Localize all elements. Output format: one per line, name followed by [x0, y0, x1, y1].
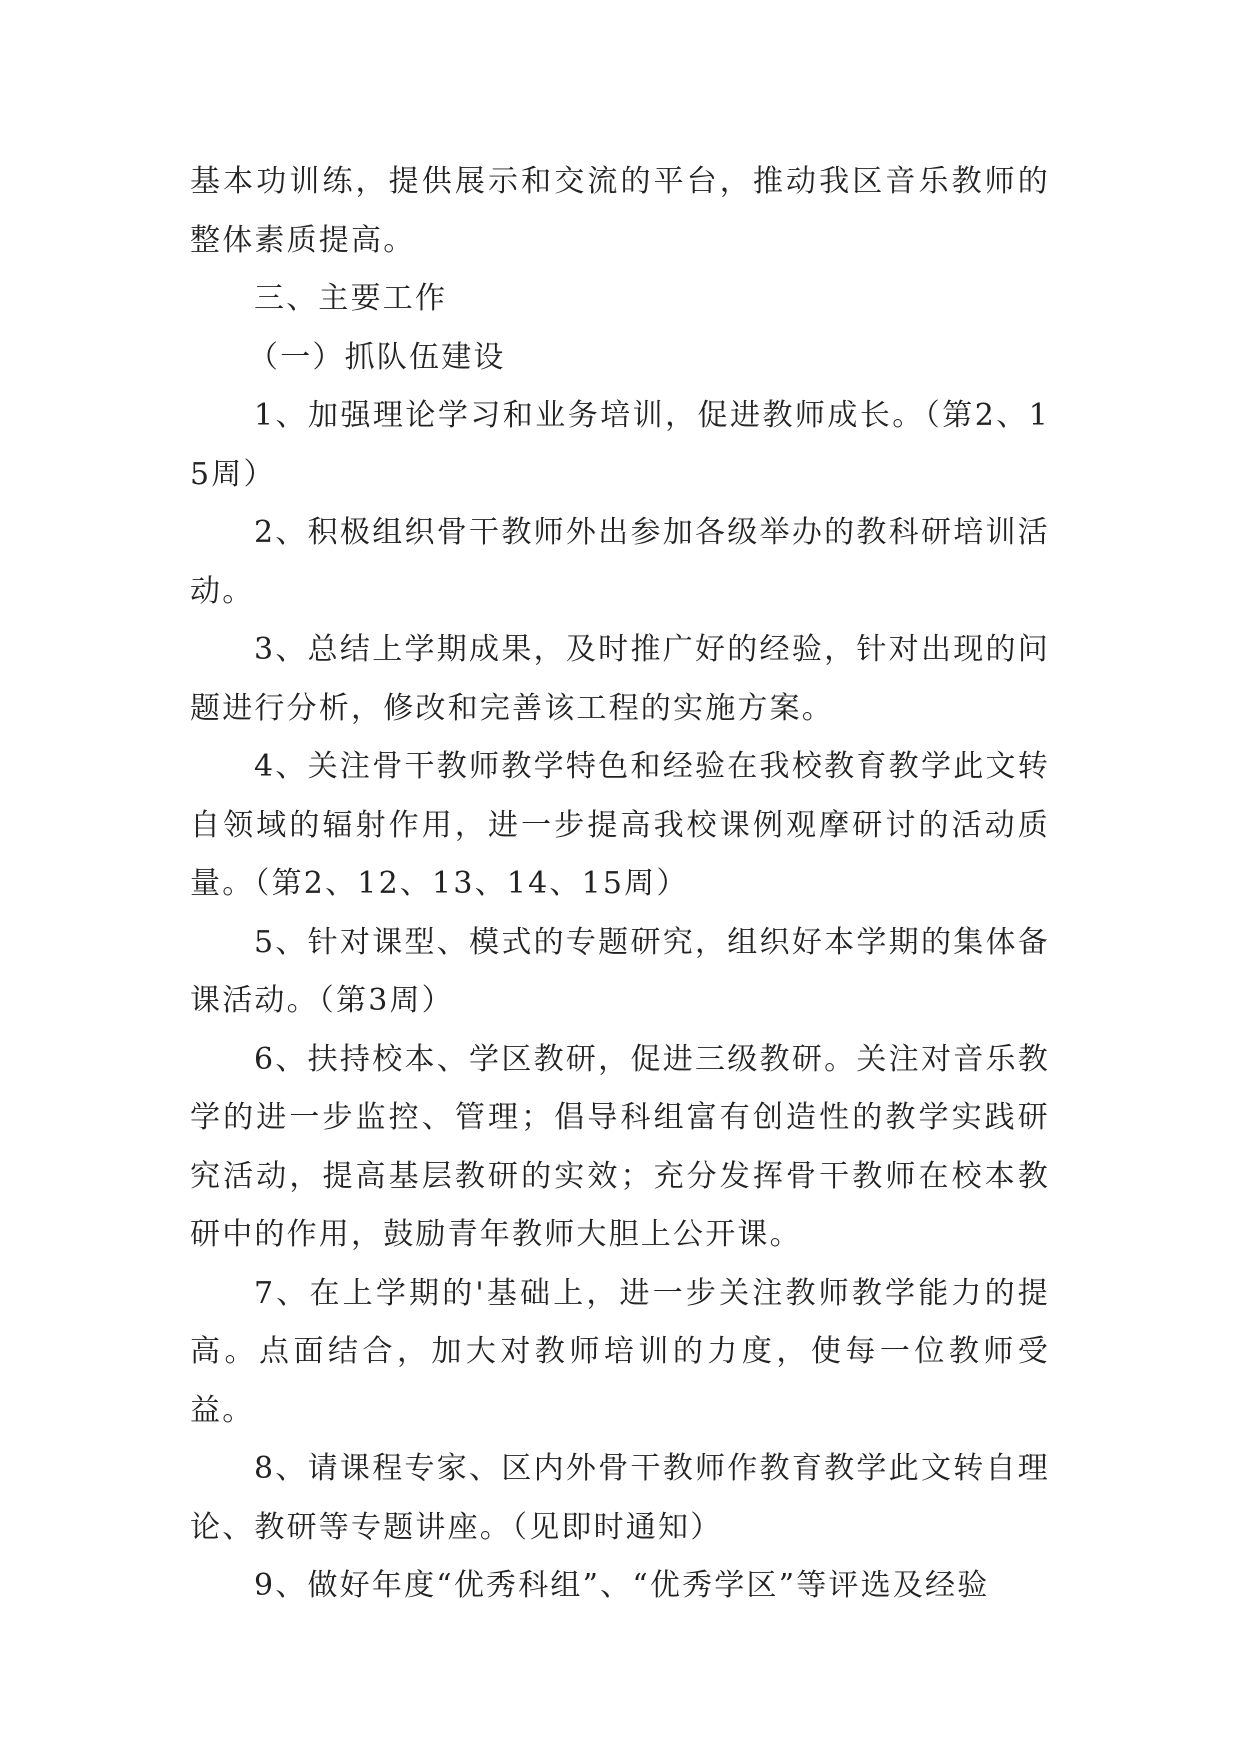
subsection-heading: （一）抓队伍建设 [248, 339, 506, 375]
list-item-1: 1、加强理论学习和业务培训，促进教师成长。（第2、15周） [190, 398, 1050, 492]
list-item-7: 7、在上学期的'基础上，进一步关注教师教学能力的提高。点面结合，加大对教师培训的力度，使每一位教师受益。 [190, 1275, 1050, 1428]
list-item-9: 9、做好年度“优秀科组”、“优秀学区”等评选及经验 [254, 1568, 990, 1603]
section-heading: 三、主要工作 [254, 281, 448, 316]
document-body [190, 153, 1050, 1616]
list-item-3: 3、总结上学期成果，及时推广好的经验，针对出现的问题进行分析，修改和完善该工程的实施方案。 [190, 632, 1050, 726]
list-item-2: 2、积极组织骨干教师外出参加各级举办的教科研培训活动。 [190, 515, 1050, 609]
list-item-5: 5、针对课型、模式的专题研究，组织好本学期的集体备课活动。（第3周） [190, 924, 1050, 1018]
paragraph-continuation: 基本功训练，提供展示和交流的平台，推动我区音乐教师的整体素质提高。 [190, 164, 1050, 258]
list-item-8: 8、请课程专家、区内外骨干教师作教育教学此文转自理论、教研等专题讲座。（见即时通知） [190, 1451, 1050, 1545]
list-item-6: 6、扶持校本、学区教研，促进三级教研。关注对音乐教学的进一步监控、管理；倡导科组富有创造性的教学实践研究活动，提高基层教研的实效；充分发挥骨干教师在校本教研中的作用，鼓励青年教师大胆上公开课。 [190, 1041, 1050, 1252]
list-item-4: 4、关注骨干教师教学特色和经验在我校教育教学此文转自领域的辐射作用，进一步提高我校课例观摩研讨的活动质量。（第2、12、13、14、15周） [190, 749, 1050, 901]
